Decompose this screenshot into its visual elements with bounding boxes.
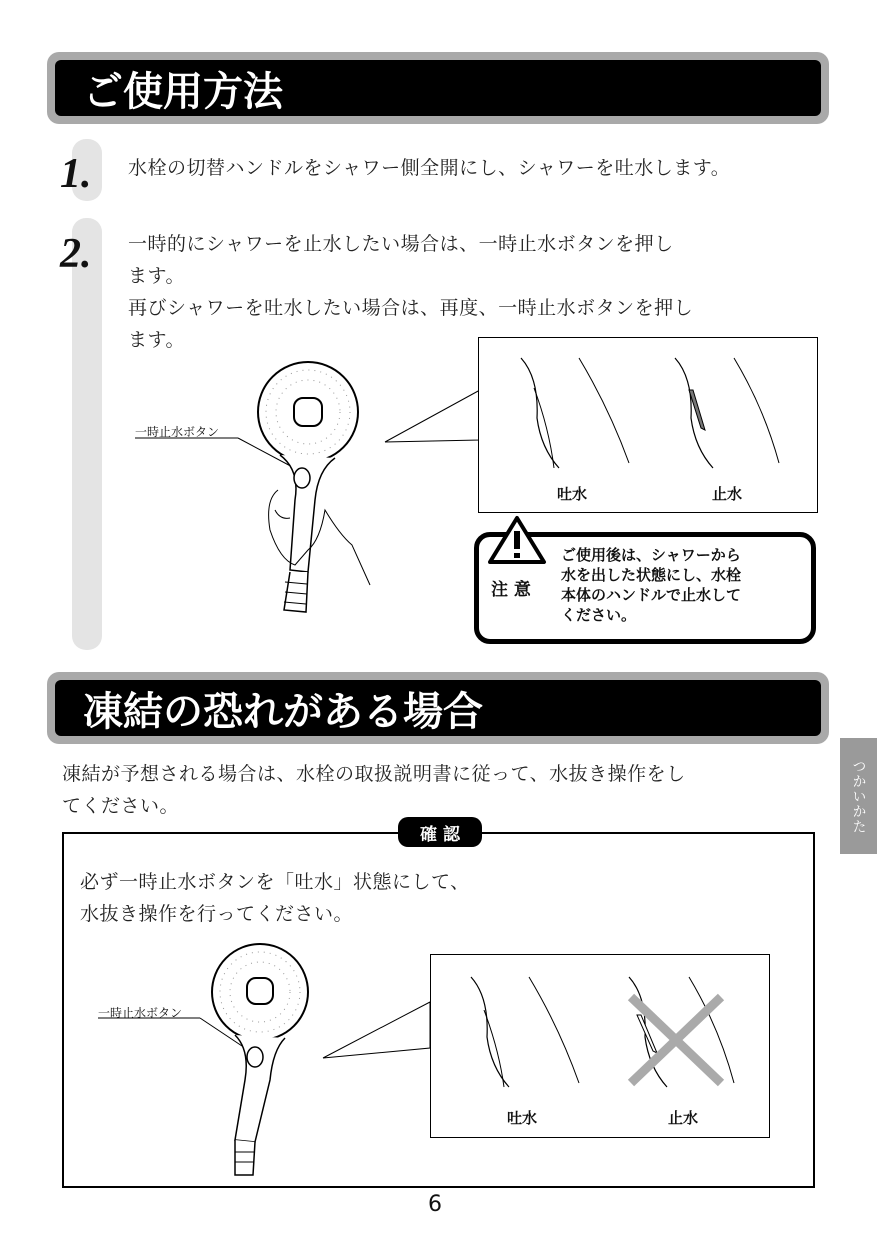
button-callout-label: 一時止水ボタン (98, 1006, 183, 1020)
section-title: 凍結の恐れがある場合 (83, 688, 483, 735)
step-text: 一時的にシャワーを止水したい場合は、一時止水ボタンを押し ます。 再びシャワーを吐水したい場合は、再度、一時止水ボタンを押し ます。 (128, 233, 694, 351)
confirm-text: 必ず一時止水ボタンを「吐水」状態にして、 水抜き操作を行ってください。 (80, 871, 470, 925)
caution-label: 注 意 (491, 580, 531, 600)
shower-head-illustration (130, 360, 480, 620)
side-tab: つかいかた (840, 738, 877, 854)
step-number: 1. (60, 151, 92, 197)
detail-box (478, 337, 818, 513)
confirm-badge: 確 認 (398, 817, 482, 847)
state-label-discharge: 吐水 (557, 485, 588, 503)
step-number: 2. (60, 231, 92, 277)
step-text: 水栓の切替ハンドルをシャワー側全開にし、シャワーを吐水します。 (128, 157, 731, 179)
caution-box (474, 532, 816, 644)
caution-text: ご使用後は、シャワーから 水を出した状態にし、水栓 本体のハンドルで止水して ください。 (561, 546, 742, 624)
freezing-intro: 凍結が予想される場合は、水栓の取扱説明書に従って、水抜き操作をし てください。 (62, 763, 686, 817)
warning-icon (487, 515, 547, 565)
state-label-stop: 止水 (712, 485, 743, 503)
section-title: ご使用方法 (83, 68, 283, 115)
section-header-usage (47, 52, 829, 124)
shower-head-illustration (95, 940, 435, 1180)
state-label-discharge: 吐水 (507, 1109, 538, 1127)
page-number: 6 (428, 1192, 442, 1217)
section-header-freezing (47, 672, 829, 744)
step-bar (72, 218, 102, 650)
button-callout-label: 一時止水ボタン (135, 425, 220, 439)
state-label-stop: 止水 (668, 1109, 699, 1127)
detail-box (430, 954, 770, 1138)
